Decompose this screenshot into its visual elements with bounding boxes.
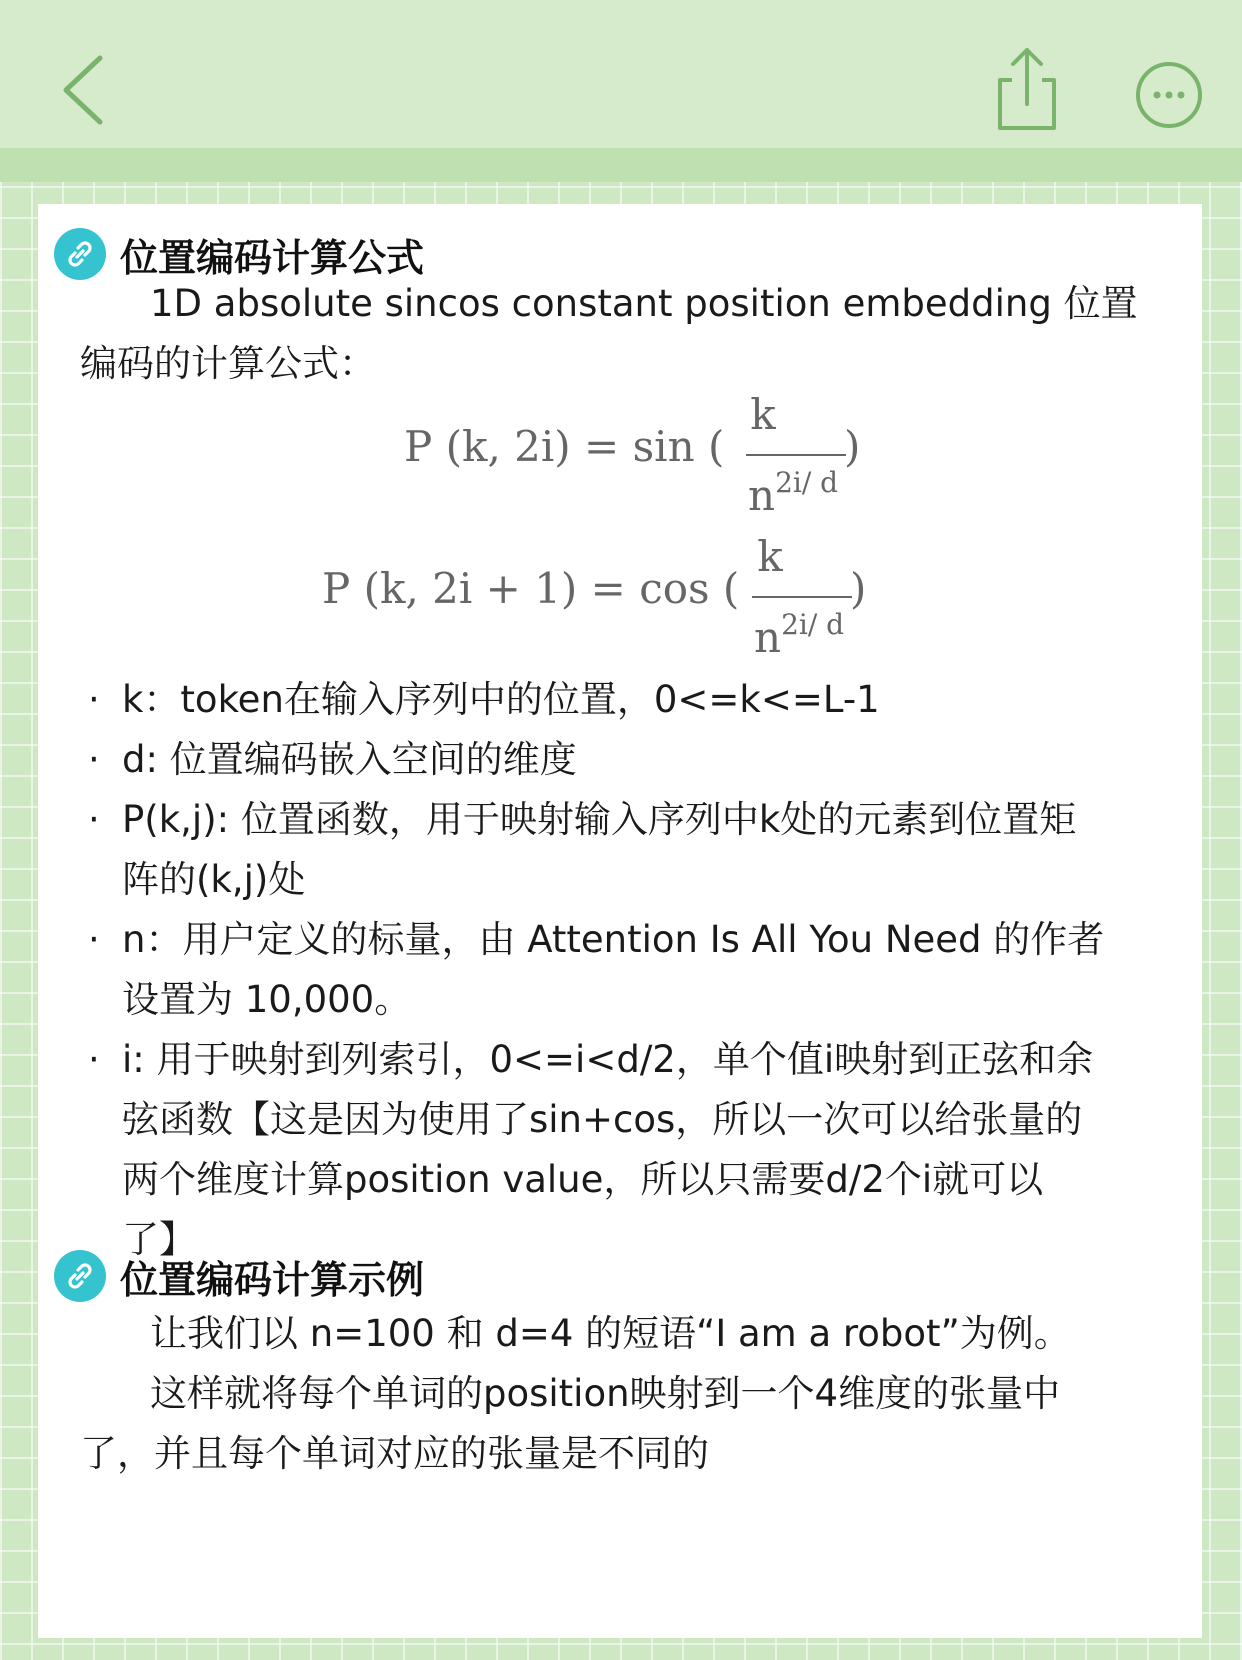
section-heading-example <box>54 1248 424 1304</box>
more-icon <box>1134 60 1230 156</box>
formula-cos-close: ) <box>850 564 867 613</box>
bullet-n: · n：用户定义的标量，由 Attention Is All You Need 的作者 设置为 10,000。 <box>80 910 1190 1030</box>
intro-line-2: 编码的计算公式： <box>80 342 376 385</box>
chevron-left-icon <box>54 52 114 128</box>
example-line-3: 了，并且每个单词对应的张量是不同的 <box>80 1432 709 1475</box>
link-icon <box>54 228 106 280</box>
bullet-n-line-2: 设置为 10,000。 <box>122 978 412 1021</box>
bullet-k: · k：token在输入序列中的位置，0<=k<=L-1 <box>80 670 1190 730</box>
formula-cos-denominator: $n^{2i/ d}$ <box>754 608 845 662</box>
share-button[interactable] <box>996 46 1058 132</box>
example-paragraph <box>80 1304 1190 1484</box>
bullet-d: · d: 位置编码嵌入空间的维度 <box>80 730 1190 790</box>
bullet-i-line-2: 弦函数【这是因为使用了sin+cos，所以一次可以给张量的 <box>122 1098 1083 1141</box>
intro-paragraph <box>80 274 1190 394</box>
section-title: 位置编码计算公式 <box>120 235 425 280</box>
bullet-p-line-2: 阵的(k,j)处 <box>122 858 306 901</box>
formula-cos-numerator: k <box>757 532 783 581</box>
bullet-i-line-1: i: 用于映射到列索引，0<=i<d/2，单个值i映射到正弦和余 <box>122 1038 1094 1081</box>
content-card <box>38 204 1202 1638</box>
formula-cos-lhs: P (k, 2i + 1) = cos ( <box>322 564 740 613</box>
intro-line-1: 1D absolute sincos constant position embedding 位置 <box>150 282 1138 325</box>
bullet-i-line-4: 了】 <box>122 1218 196 1261</box>
bullet-p-line-1: P(k,j): 位置函数，用于映射输入序列中k处的元素到位置矩 <box>122 798 1077 841</box>
formula-sin-fraction-bar <box>746 454 846 456</box>
bullet-i: · i: 用于映射到列索引，0<=i<d/2，单个值i映射到正弦和余 弦函数【这是因为使用了sin+cos，所以一次可以给张量的 两个维度计算position value，所以只需要d/2个i就可以 了】 <box>80 1030 1190 1270</box>
back-button[interactable] <box>54 52 114 128</box>
top-band-divider <box>0 148 1242 182</box>
formula-sin-denominator: $n^{2i/ d}$ <box>748 466 839 520</box>
link-icon <box>54 1250 106 1302</box>
section-title: 位置编码计算示例 <box>120 1257 425 1302</box>
bullet-d-line-1: d: 位置编码嵌入空间的维度 <box>122 738 577 781</box>
formula-sin-numerator: k <box>750 390 776 439</box>
example-line-2: 这样就将每个单词的position映射到一个4维度的张量中 <box>150 1372 1061 1415</box>
share-icon <box>996 46 1058 132</box>
formula-cos-fraction-bar <box>752 596 852 598</box>
bullet-p: · P(k,j): 位置函数，用于映射输入序列中k处的元素到位置矩 阵的(k,j)处 <box>80 790 1190 910</box>
example-line-1: 让我们以 n=100 和 d=4 的短语“I am a robot”为例。 <box>150 1312 1071 1355</box>
bullet-n-line-1: n：用户定义的标量，由 Attention Is All You Need 的作者 <box>122 918 1105 961</box>
formula-sin-lhs: P (k, 2i) = sin ( <box>404 422 725 471</box>
bullet-i-line-3: 两个维度计算position value，所以只需要d/2个i就可以 <box>122 1158 1044 1201</box>
formula-sin-close: ) <box>844 422 861 471</box>
more-button[interactable] <box>1134 60 1230 156</box>
bullet-k-line-1: k：token在输入序列中的位置，0<=k<=L-1 <box>122 678 880 721</box>
